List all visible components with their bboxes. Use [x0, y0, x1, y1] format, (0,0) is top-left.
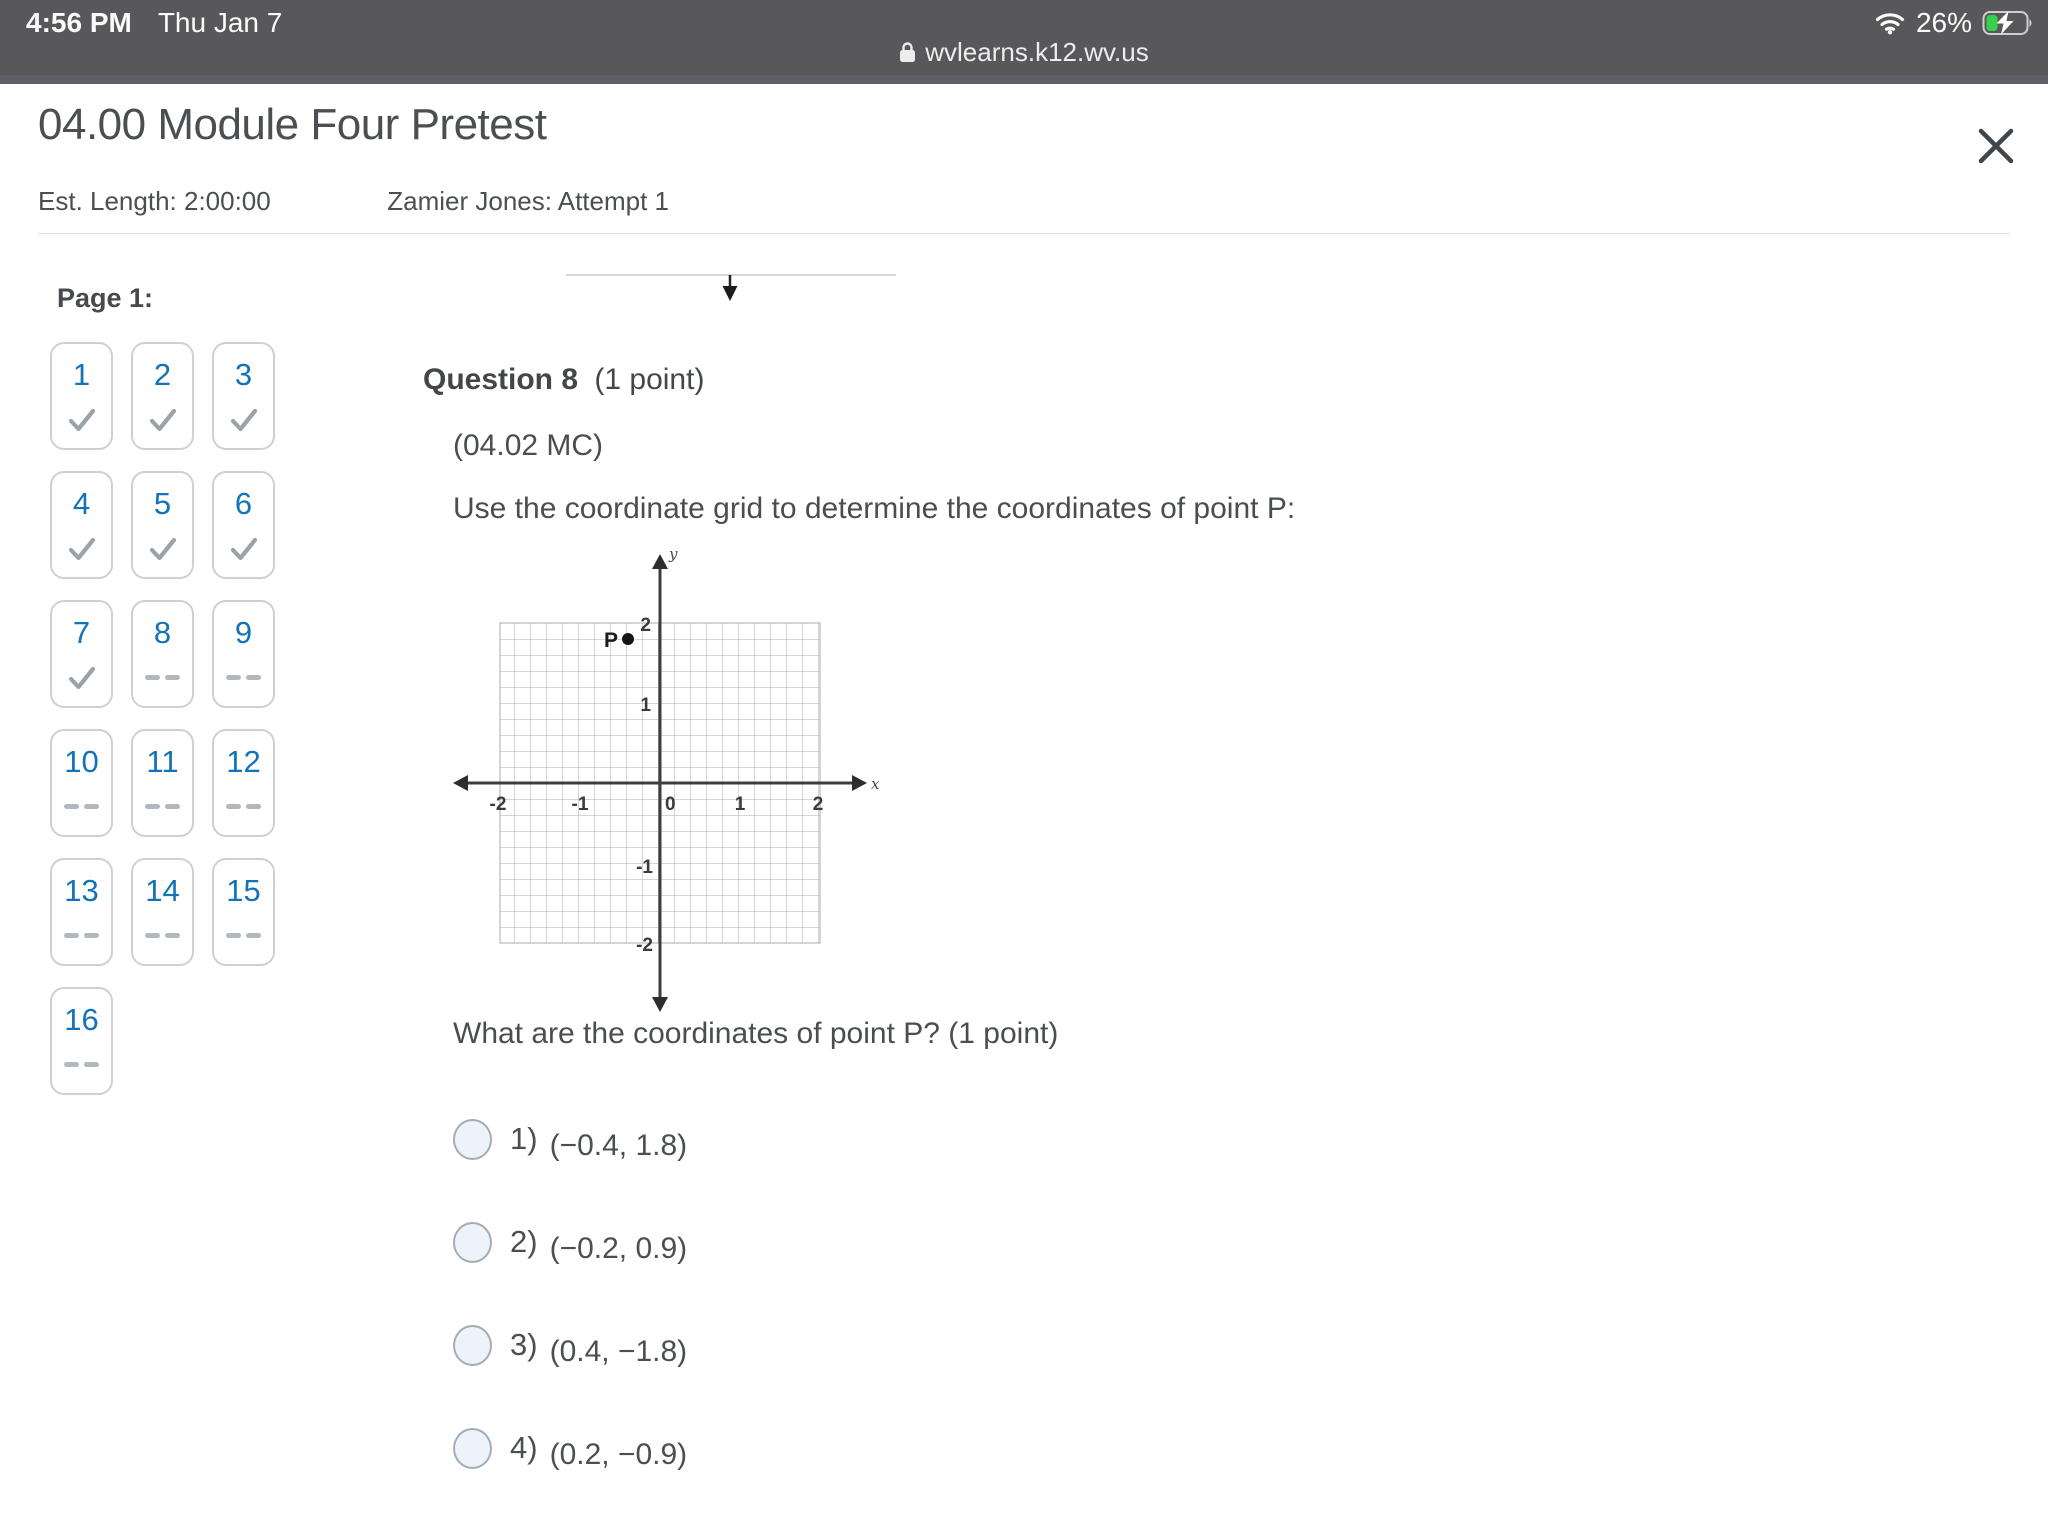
point-p-label: P — [603, 629, 618, 652]
toolbar-strip — [0, 75, 2048, 84]
pager-button-number: 12 — [226, 744, 261, 779]
pager-button[interactable] — [131, 471, 194, 579]
svg-text:1: 1 — [640, 695, 651, 716]
url-bar[interactable] — [0, 36, 2048, 68]
not-answered-icon — [226, 664, 261, 692]
pager-button[interactable] — [131, 342, 194, 450]
est-length-label: Est. Length: 2:00:00 — [38, 186, 271, 216]
option-number: 2) — [510, 1224, 538, 1259]
question-points: (1 point) — [594, 363, 705, 396]
point-p — [622, 633, 634, 645]
option-value: (0.2, −0.9) — [549, 1438, 688, 1471]
svg-text:1: 1 — [734, 794, 746, 815]
not-answered-icon — [64, 793, 99, 821]
pager-button[interactable] — [212, 858, 275, 966]
answer-option[interactable] — [453, 1428, 687, 1472]
pager-button-number: 7 — [72, 615, 91, 650]
option-number: 1) — [510, 1121, 538, 1156]
attempt-label: Zamier Jones: Attempt 1 — [387, 186, 670, 216]
coordinate-grid-figure — [450, 543, 880, 1013]
status-left — [26, 7, 282, 39]
question-code: (04.02 MC) — [453, 429, 604, 462]
option-number: 4) — [510, 1430, 538, 1465]
page-label: Page 1: — [57, 283, 154, 313]
svg-text:2: 2 — [812, 794, 824, 815]
safari-top-chrome — [0, 0, 2048, 84]
svg-text:2: 2 — [640, 615, 651, 636]
not-answered-icon — [145, 793, 180, 821]
not-answered-icon — [226, 922, 261, 950]
status-bar — [0, 0, 2048, 40]
pager-button[interactable] — [131, 858, 194, 966]
wifi-icon — [1874, 11, 1906, 35]
status-date: Thu Jan 7 — [157, 7, 283, 38]
radio-button[interactable] — [453, 1119, 492, 1160]
pager-button-number: 1 — [72, 357, 91, 392]
radio-button[interactable] — [453, 1325, 492, 1366]
answer-option[interactable] — [453, 1119, 687, 1163]
lock-icon — [899, 41, 916, 63]
pager-button-number: 6 — [234, 486, 253, 521]
url-text: wvlearns.k12.wv.us — [925, 36, 1149, 67]
battery-percent: 26% — [1915, 7, 1972, 38]
pager-button-number: 13 — [64, 873, 99, 908]
x-axis-label: x — [871, 775, 880, 793]
pager-button[interactable] — [212, 729, 275, 837]
status-right — [1874, 7, 2034, 39]
pager-button-number: 8 — [153, 615, 172, 650]
check-icon — [67, 406, 97, 434]
not-answered-icon — [145, 664, 180, 692]
not-answered-icon — [64, 922, 99, 950]
radio-button[interactable] — [453, 1428, 492, 1469]
check-icon — [67, 535, 97, 563]
option-value: (−0.4, 1.8) — [549, 1129, 688, 1162]
pager-button[interactable] — [212, 342, 275, 450]
question-prompt: Use the coordinate grid to determine the coordinates of point P: — [453, 492, 1296, 525]
pager-button[interactable] — [50, 987, 113, 1095]
pager-button-number: 14 — [145, 873, 180, 908]
y-axis-label: y — [669, 545, 678, 563]
pager-button-number: 4 — [72, 486, 91, 521]
pager-button[interactable] — [50, 342, 113, 450]
check-icon — [67, 664, 97, 692]
not-answered-icon — [226, 793, 261, 821]
not-answered-icon — [64, 1051, 99, 1079]
close-button[interactable] — [1970, 120, 2022, 172]
svg-text:-1: -1 — [636, 857, 653, 878]
quiz-meta — [38, 186, 669, 217]
quiz-content — [0, 233, 2048, 1536]
pager-button-number: 15 — [226, 873, 261, 908]
radio-button[interactable] — [453, 1222, 492, 1263]
pager-button[interactable] — [212, 471, 275, 579]
close-icon — [1977, 127, 2015, 165]
check-icon — [229, 406, 259, 434]
not-answered-icon — [145, 922, 180, 950]
question-header — [423, 363, 704, 397]
battery-charging-icon — [1982, 10, 2034, 36]
pager-button-number: 11 — [146, 744, 179, 779]
question-number: Question 8 — [423, 363, 579, 396]
pager-button-number: 3 — [234, 357, 253, 392]
svg-text:-2: -2 — [636, 935, 653, 956]
status-time: 4:56 PM — [26, 7, 132, 38]
pager-button[interactable] — [212, 600, 275, 708]
pager-button[interactable] — [131, 729, 194, 837]
pager-button[interactable] — [50, 729, 113, 837]
pager-button[interactable] — [50, 600, 113, 708]
check-icon — [148, 535, 178, 563]
numberline-fragment — [558, 265, 908, 307]
pager-button-number: 2 — [153, 357, 172, 392]
svg-text:-1: -1 — [571, 794, 589, 815]
pager-button[interactable] — [50, 471, 113, 579]
quiz-title: 04.00 Module Four Pretest — [38, 100, 547, 149]
check-icon — [229, 535, 259, 563]
question-subprompt: What are the coordinates of point P? (1 point) — [453, 1017, 1059, 1050]
pager-button[interactable] — [131, 600, 194, 708]
svg-text:0: 0 — [665, 794, 676, 815]
option-value: (0.4, −1.8) — [549, 1335, 688, 1368]
pager-button-number: 16 — [64, 1002, 99, 1037]
question-pager-grid — [50, 342, 275, 1095]
answer-option[interactable] — [453, 1325, 687, 1369]
answer-option[interactable] — [453, 1222, 687, 1266]
option-value: (−0.2, 0.9) — [549, 1232, 688, 1265]
svg-text:-2: -2 — [489, 794, 507, 815]
pager-button-number: 5 — [153, 486, 172, 521]
pager-button[interactable] — [50, 858, 113, 966]
check-icon — [148, 406, 178, 434]
answer-options — [453, 1119, 687, 1531]
option-number: 3) — [510, 1327, 538, 1362]
pager-button-number: 10 — [64, 744, 99, 779]
pager-button-number: 9 — [234, 615, 253, 650]
